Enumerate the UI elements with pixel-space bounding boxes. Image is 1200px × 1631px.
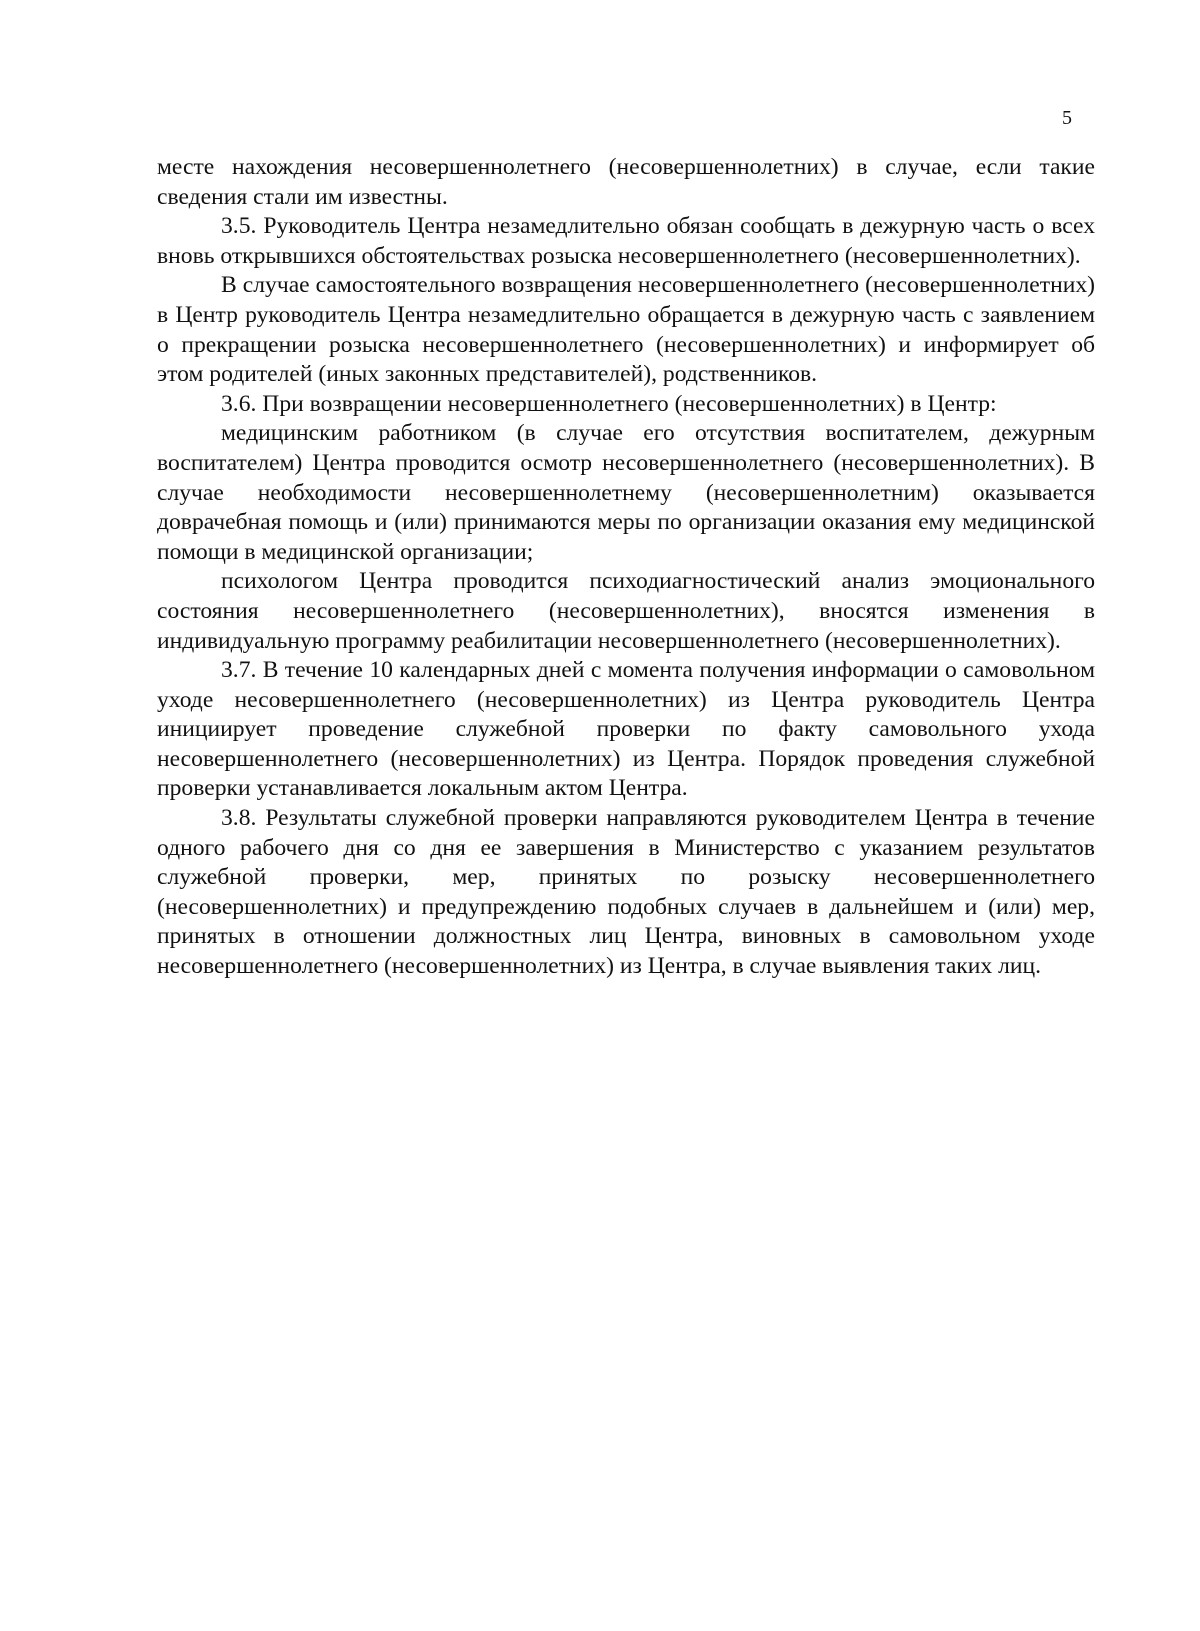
paragraph-3-7: 3.7. В течение 10 календарных дней с момента получения информации о самовольном уходе несовершеннолетнего (несовершеннолетних) из Центра руководитель Центра инициирует проведение служебной проверки по факту самовольного ухода несовершеннолетнего (несовершеннолетних) из Центра. Порядок проведения служебной проверки устанавливается локальным актом Центра. [157,657,1095,802]
document-body [157,153,1095,982]
paragraph-3-8: 3.8. Результаты служебной проверки направляются руководителем Центра в течение одного рабочего дня со дня ее завершения в Министерство с указанием результатов служебной проверки, мер, принятых по розыску несовершеннолетнего (несовершеннолетних) и предупреждению подобных случаев в дальнейшем и (или) мер, принятых в отношении должностных лиц Центра, виновных в самовольном уходе несовершеннолетнего (несовершеннолетних) из Центра, в случае выявления таких лиц. [157,805,1095,980]
paragraph-continuation: месте нахождения несовершеннолетнего (несовершеннолетних) в случае, если такие сведения стали им известны. [157,154,1095,210]
paragraph-self-return: В случае самостоятельного возвращения несовершеннолетнего (несовершеннолетних) в Центр руководитель Центра незамедлительно обращается в дежурную часть с заявлением о прекращении розыска несовершеннолетнего (несовершеннолетних) и информирует об этом родителей (иных законных представителей), родственников. [157,272,1095,388]
paragraph-medical-exam: медицинским работником (в случае его отсутствия воспитателем, дежурным воспитателем) Центра проводится осмотр несовершеннолетнего (несовершеннолетних). В случае необходимости несовершеннолетнему (несовершеннолетним) оказывается доврачебная помощь и (или) принимаются меры по организации оказания ему медицинской помощи в медицинской организации; [157,420,1095,565]
paragraph-psychologist: психологом Центра проводится психодиагностический анализ эмоционального состояния несовершеннолетнего (несовершеннолетних), вносятся изменения в индивидуальную программу реабилитации несовершеннолетнего (несовершеннолетних). [157,568,1095,654]
paragraph-3-6: 3.6. При возвращении несовершеннолетнего (несовершеннолетних) в Центр: [221,390,997,417]
paragraph-3-5: 3.5. Руководитель Центра незамедлительно обязан сообщать в дежурную часть о всех вновь открывшихся обстоятельствах розыска несовершеннолетнего (несовершеннолетних). [157,213,1095,269]
page-number: 5 [1062,107,1072,129]
